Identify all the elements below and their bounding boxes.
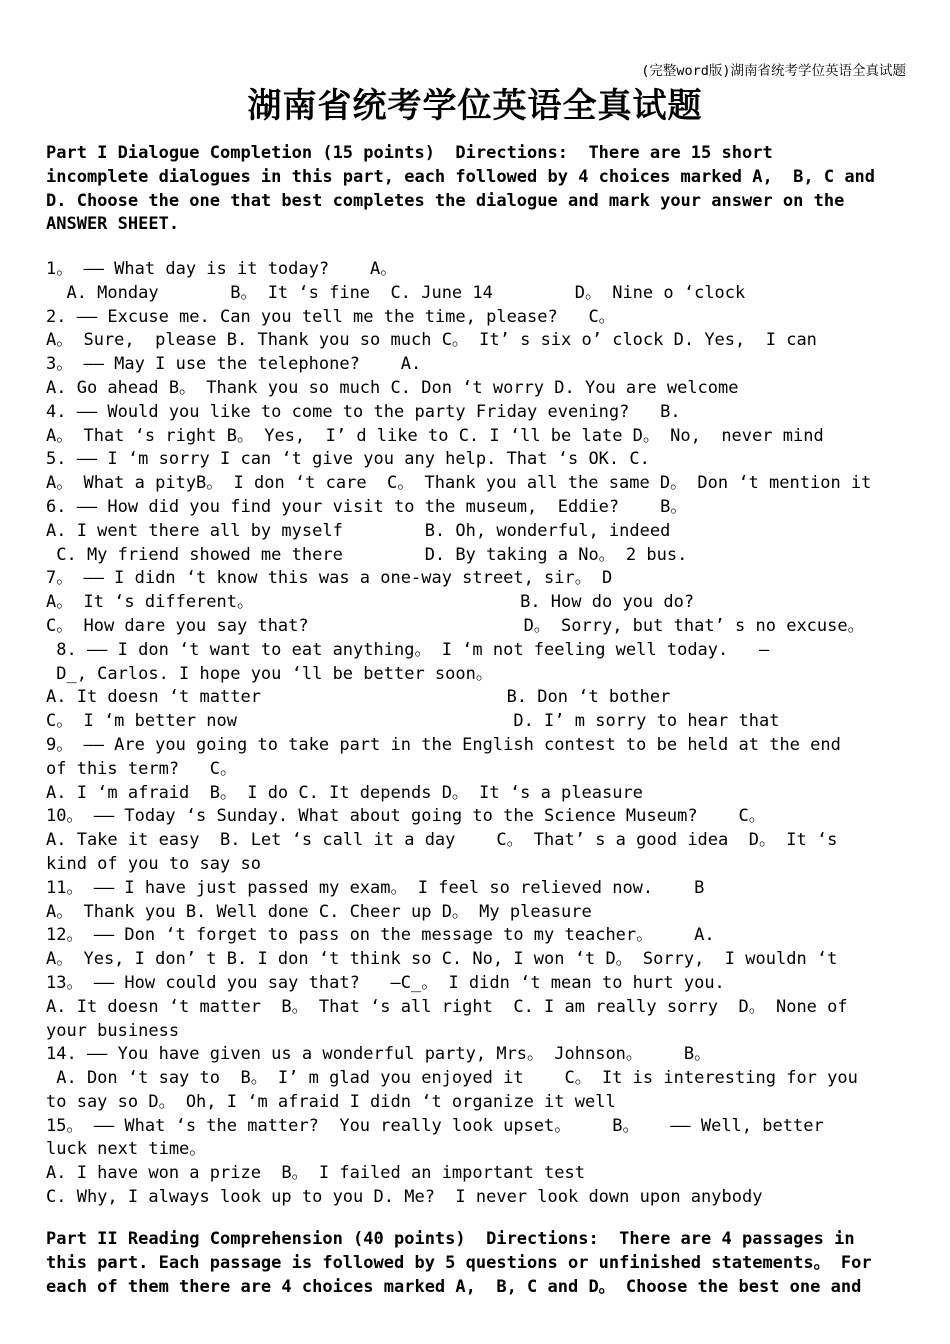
question-line: kind of you to say so xyxy=(46,853,261,874)
question-line: of this term? C。 xyxy=(46,758,237,779)
question-line: 7。 —— I didn ‘t know this was a one-way street, sir。 D xyxy=(46,568,613,589)
question-line: 9。 —— Are you going to take part in the English contest to be held at the end xyxy=(46,734,841,755)
directions-line: each of them there are 4 choices marked A, B, C and D。 Choose the best one and xyxy=(46,1276,862,1297)
question-line: A. Monday B。 It ‘s fine C. June 14 D。 Nine o ‘clock xyxy=(46,282,746,303)
question-line: A. I went there all by myself B. Oh, wonderful, indeed xyxy=(46,520,671,541)
question-line: 11。 —— I have just passed my exam。 I feel so relieved now. B xyxy=(46,877,705,898)
question-line: 2. —— Excuse me. Can you tell me the time, please? C。 xyxy=(46,306,616,327)
question-line: A。 What a pityB。 I don ‘t care C。 Thank you all the same D。 Don ‘t mention it xyxy=(46,473,872,494)
question-line: A. I ‘m afraid B。 I do C. It depends D。 It ‘s a pleasure xyxy=(46,782,643,803)
question-line: your business xyxy=(46,1020,180,1041)
question-line: A。 That ‘s right B。 Yes, I’ d like to C. I ‘ll be late D。 No, never mind xyxy=(46,425,824,446)
directions-line: this part. Each passage is followed by 5 questions or unfinished statements。 For xyxy=(46,1252,872,1273)
directions-line: Part I Dialogue Completion (15 points) Directions: There are 15 short xyxy=(46,143,773,163)
question-list xyxy=(46,258,916,1210)
question-line: 6. —— How did you find your visit to the museum, Eddie? B。 xyxy=(46,496,688,517)
directions-line: ANSWER SHEET. xyxy=(46,214,180,235)
question-line: A。 It ‘s different。 B. How do you do? xyxy=(46,592,695,613)
question-line: 14. —— You have given us a wonderful party, Mrs。 Johnson。 B。 xyxy=(46,1044,712,1065)
question-line: C. My friend showed me there D. By taking a No。 2 bus. xyxy=(46,544,688,565)
question-line: 1。 —— What day is it today? A。 xyxy=(46,259,398,279)
question-line: 4. —— Would you like to come to the party Friday evening? B. xyxy=(46,401,681,422)
question-line: 12。 —— Don ‘t forget to pass on the message to my teacher。 A. xyxy=(46,925,715,946)
page-title: 湖南省统考学位英语全真试题 xyxy=(247,86,703,126)
directions-line: D. Choose the one that best completes the dialogue and mark your answer on the xyxy=(46,190,845,211)
question-line: C. Why, I always look up to you D. Me? I never look down upon anybody xyxy=(46,1187,763,1208)
question-line: 10。 —— Today ‘s Sunday. What about going to the Science Museum? C。 xyxy=(46,806,766,827)
part2-directions xyxy=(46,1228,916,1299)
question-line: A. Take it easy B. Let ‘s call it a day C。 That’ s a good idea D。 It ‘s xyxy=(46,830,838,851)
question-line: A。 Sure, please B. Thank you so much C。 It’ s six o’ clock D. Yes, I can xyxy=(46,330,817,351)
question-line: 13。 —— How could you say that? —C_。 I didn ‘t mean to hurt you. xyxy=(46,972,725,993)
question-line: C。 I ‘m better now D. I’ m sorry to hear that xyxy=(46,711,780,732)
question-line: 3。 —— May I use the telephone? A. xyxy=(46,354,422,375)
question-line: to say so D。 Oh, I ‘m afraid I didn ‘t organize it well xyxy=(46,1091,616,1112)
question-line: luck next time。 xyxy=(46,1139,207,1160)
part1-directions xyxy=(46,142,916,237)
question-line: A. Go ahead B。 Thank you so much C. Don ‘t worry D. You are welcome xyxy=(46,377,739,398)
question-line: 5. —— I ‘m sorry I can ‘t give you any help. That ‘s OK. C. xyxy=(46,449,650,470)
question-line: 8. —— I don ‘t want to eat anything。 I ‘m not feeling well today. — xyxy=(46,639,770,660)
header-note: (完整word版)湖南省统考学位英语全真试题 xyxy=(641,63,906,79)
question-line: D_, Carlos. I hope you ‘ll be better soon。 xyxy=(46,663,493,684)
question-line: A. I have won a prize B。 I failed an important test xyxy=(46,1163,585,1184)
question-line: A。 Thank you B. Well done C. Cheer up D。 My pleasure xyxy=(46,901,592,922)
directions-line: incomplete dialogues in this part, each followed by 4 choices marked A, B, C and xyxy=(46,166,876,187)
question-line: A。 Yes, I don’ t B. I don ‘t think so C. No, I won ‘t D。 Sorry, I wouldn ‘t xyxy=(46,949,838,970)
question-line: A. It doesn ‘t matter B. Don ‘t bother xyxy=(46,687,671,708)
directions-line: Part II Reading Comprehension (40 points) Directions: There are 4 passages in xyxy=(46,1229,855,1249)
question-line: A. Don ‘t say to B。 I’ m glad you enjoyed it C。 It is interesting for you xyxy=(46,1068,858,1089)
question-line: C。 How dare you say that? D。 Sorry, but that’ s no excuse。 xyxy=(46,615,865,636)
question-line: A. It doesn ‘t matter B。 That ‘s all right C. I am really sorry D。 None of xyxy=(46,996,848,1017)
question-line: 15。 —— What ‘s the matter? You really look upset。 B。 —— Well, better xyxy=(46,1115,824,1136)
